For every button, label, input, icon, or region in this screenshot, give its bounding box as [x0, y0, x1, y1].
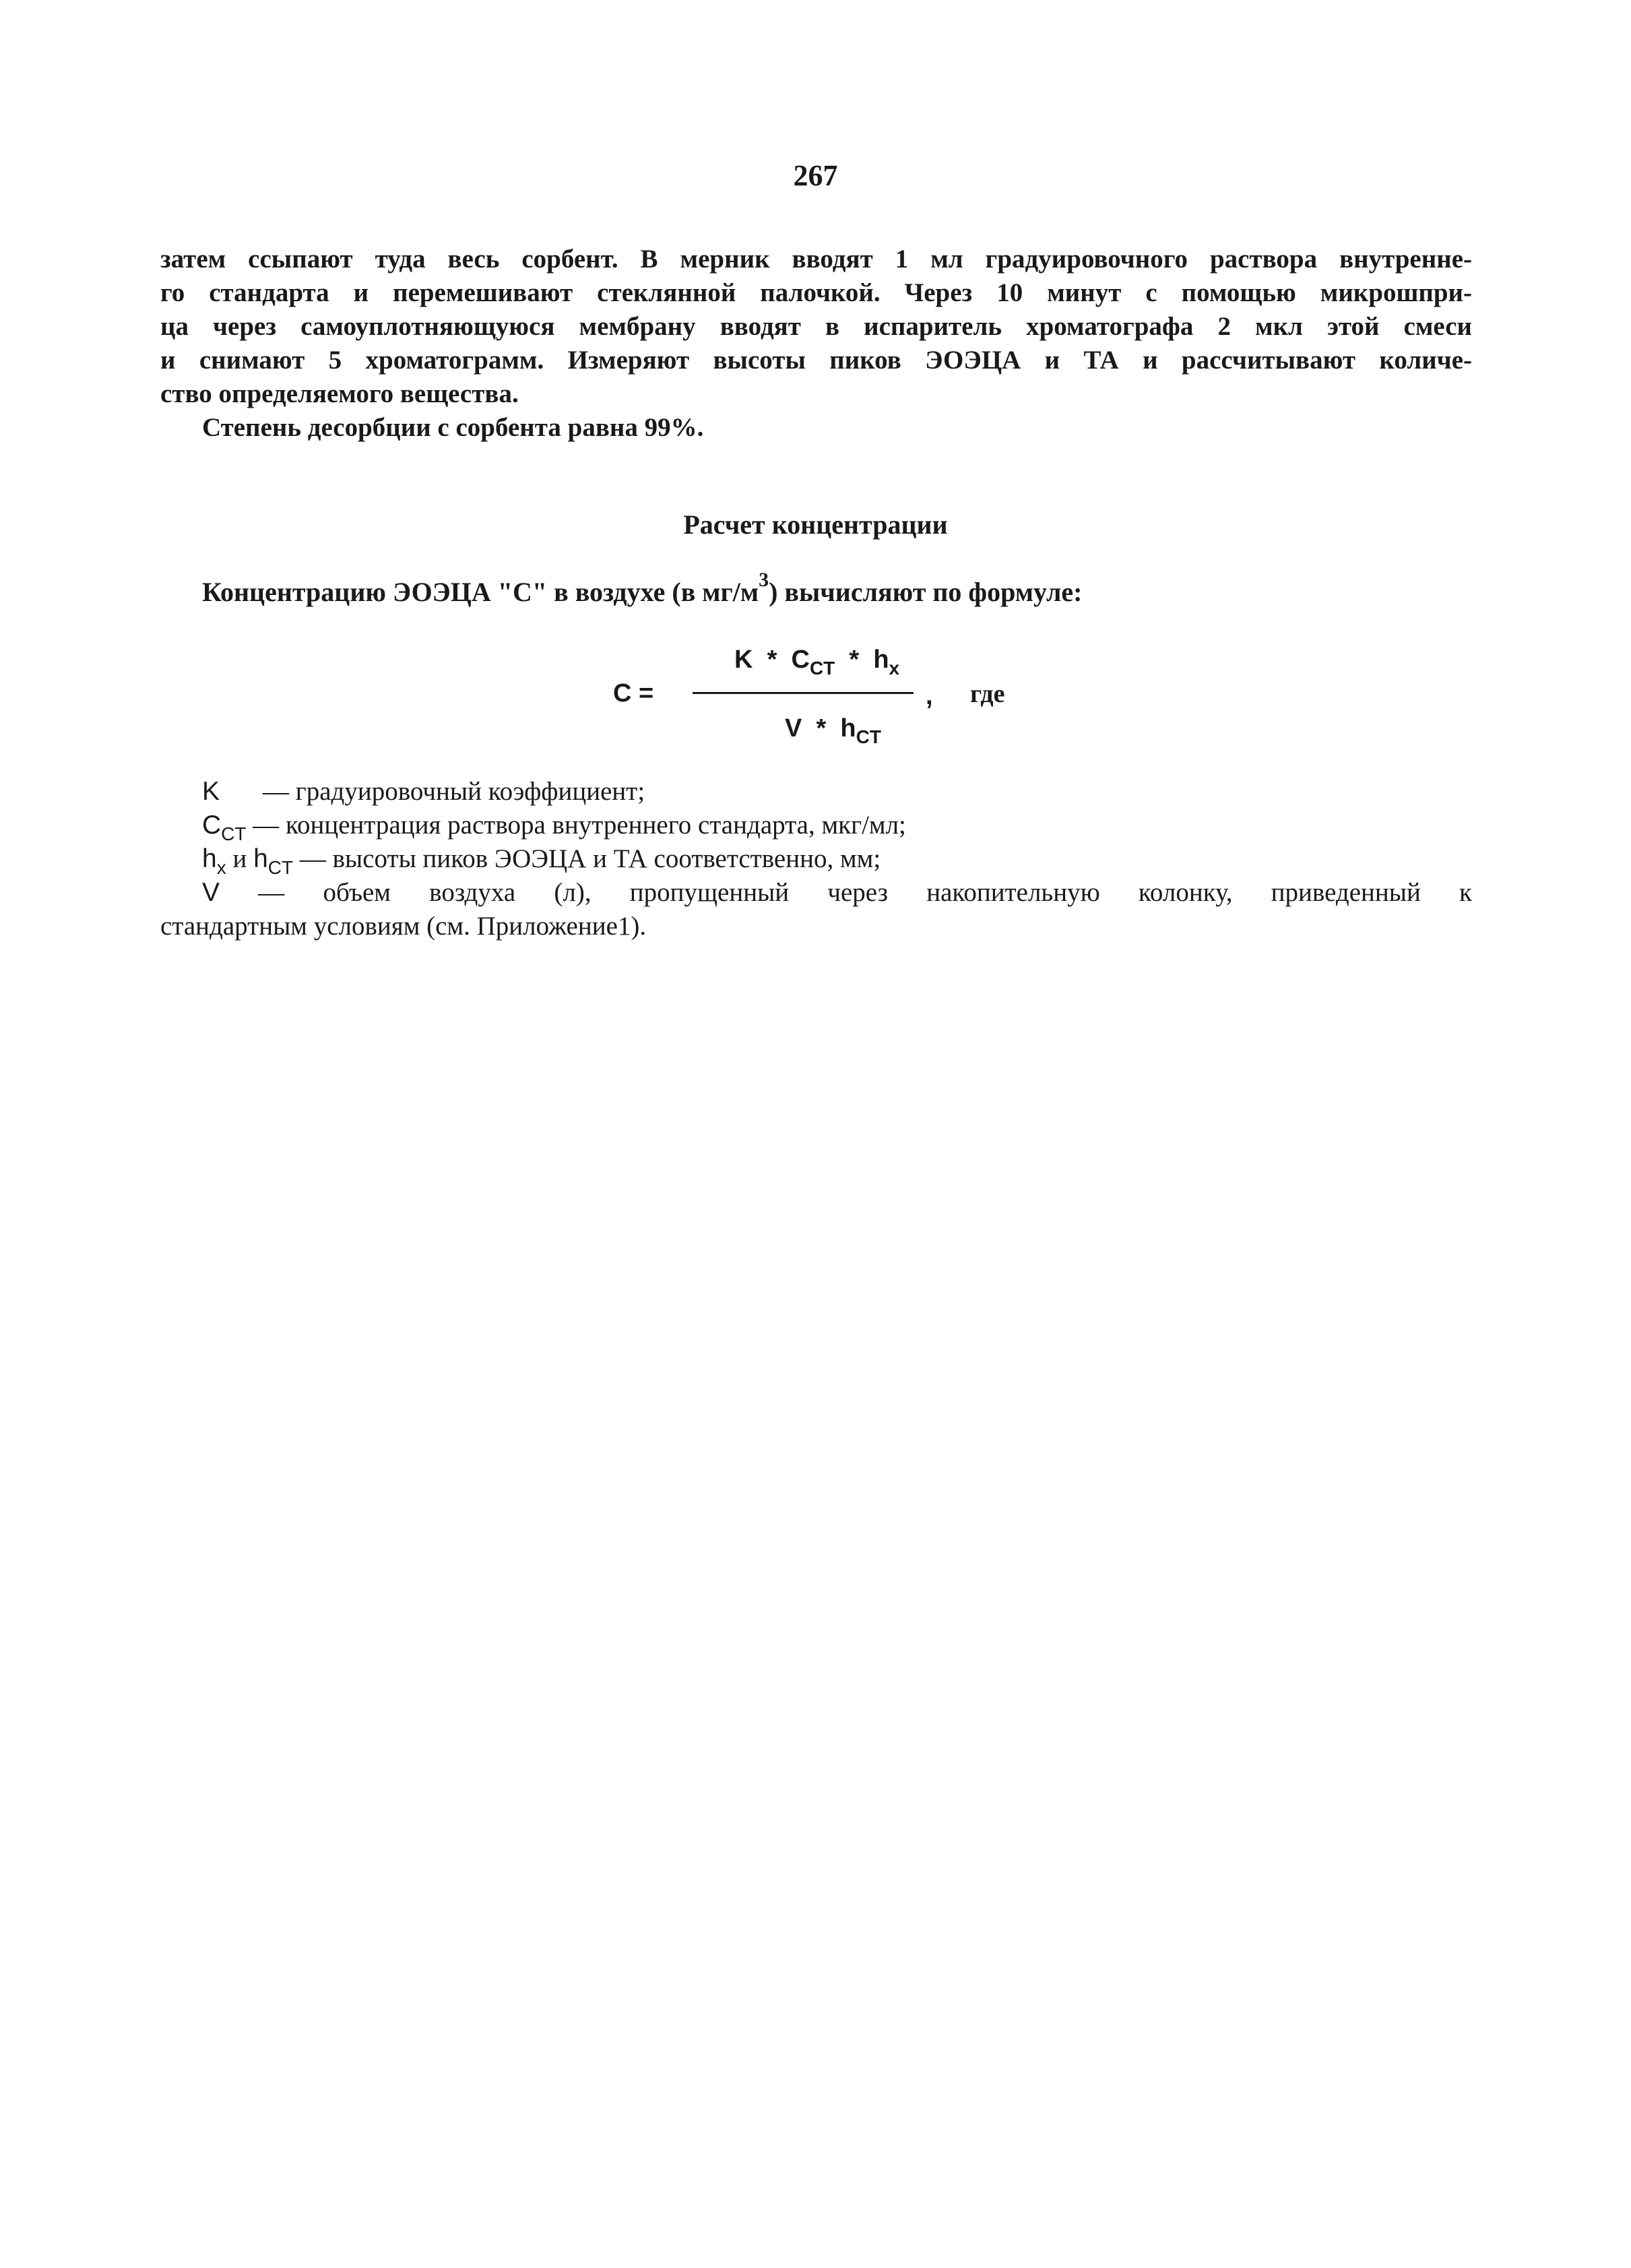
den-h: h [840, 714, 856, 743]
formula-intro-text: Концентрацию ЭОЭЦА "С" в воздухе (в мг/м [202, 577, 759, 607]
formula-numerator [734, 645, 900, 679]
page-number: 267 [793, 159, 838, 192]
desorption-paragraph: Степень десорбции с сорбента равна 99%. [202, 413, 704, 442]
legend-term: V [202, 878, 220, 907]
text-line: ство определяемого вещества. [160, 379, 519, 408]
legend-term-main: h [253, 844, 268, 873]
legend-text: — объем воздуха (л), пропущенный через накопительную колонку, приведенный к [258, 878, 1473, 907]
num-h-sub: x [889, 658, 900, 679]
text-line: затем ссыпают туда весь сорбент. В мерник вводят 1 мл градуировочного раствора внутренне- [160, 245, 1472, 274]
legend-term-sub: x [216, 857, 226, 878]
den-h-sub: CT [856, 726, 881, 747]
text-line: го стандарта и перемешивают стеклянной палочкой. Через 10 минут с помощью микрошпри- [160, 278, 1472, 307]
formula-denominator [785, 714, 881, 747]
legend-row-v [202, 876, 1472, 910]
legend-row-k [202, 775, 1472, 809]
legend-text: — высоты пиков ЭОЭЦА и ТА соответственно, мм; [299, 844, 881, 873]
num-k: K [734, 645, 753, 674]
legend-term: K [202, 777, 220, 806]
num-h: h [873, 645, 889, 674]
formula-intro [202, 569, 1083, 608]
legend-term-sub: CT [221, 823, 247, 844]
legend-term [253, 842, 293, 876]
legend-term-main: h [202, 844, 217, 873]
formula-intro-text-end: ) вычисляют по формуле: [769, 577, 1083, 607]
fraction-bar [693, 692, 914, 694]
concentration-formula [606, 640, 1118, 755]
legend-term-sub: CT [267, 857, 294, 878]
legend-text: — концентрация раствора внутреннего стандарта, мкг/мл; [253, 811, 906, 840]
legend-text: — градуировочный коэффициент; [263, 777, 645, 806]
den-v: V [785, 714, 802, 743]
formula-where: где [970, 680, 1005, 708]
method-paragraph [160, 243, 1472, 411]
num-c: C [791, 645, 810, 674]
num-c-sub: CT [809, 658, 835, 679]
text-line: ца через самоуплотняющуюся мембрану вводят в испаритель хроматографа 2 мкл этой смеси [160, 312, 1472, 341]
formula-lhs: C = [613, 679, 654, 707]
legend-term-main: C [202, 811, 222, 840]
formula-intro-sup: 3 [759, 569, 769, 591]
num-star: * [767, 645, 777, 674]
formula-legend [160, 775, 1473, 941]
den-star: * [816, 714, 827, 743]
legend-row-c [202, 809, 1472, 842]
legend-row-h [202, 842, 1472, 876]
legend-term [202, 809, 247, 842]
legend-continuation: стандартным условиям (см. Приложение1). [160, 912, 647, 941]
text-line: и снимают 5 хроматограмм. Измеряют высоты пиков ЭОЭЦА и ТА и рассчитывают количе- [160, 346, 1472, 375]
section-heading: Расчет концентрации [683, 509, 948, 540]
num-star: * [849, 645, 860, 674]
legend-and: и [232, 844, 247, 873]
formula-comma: , [926, 682, 933, 710]
legend-term [202, 842, 226, 876]
